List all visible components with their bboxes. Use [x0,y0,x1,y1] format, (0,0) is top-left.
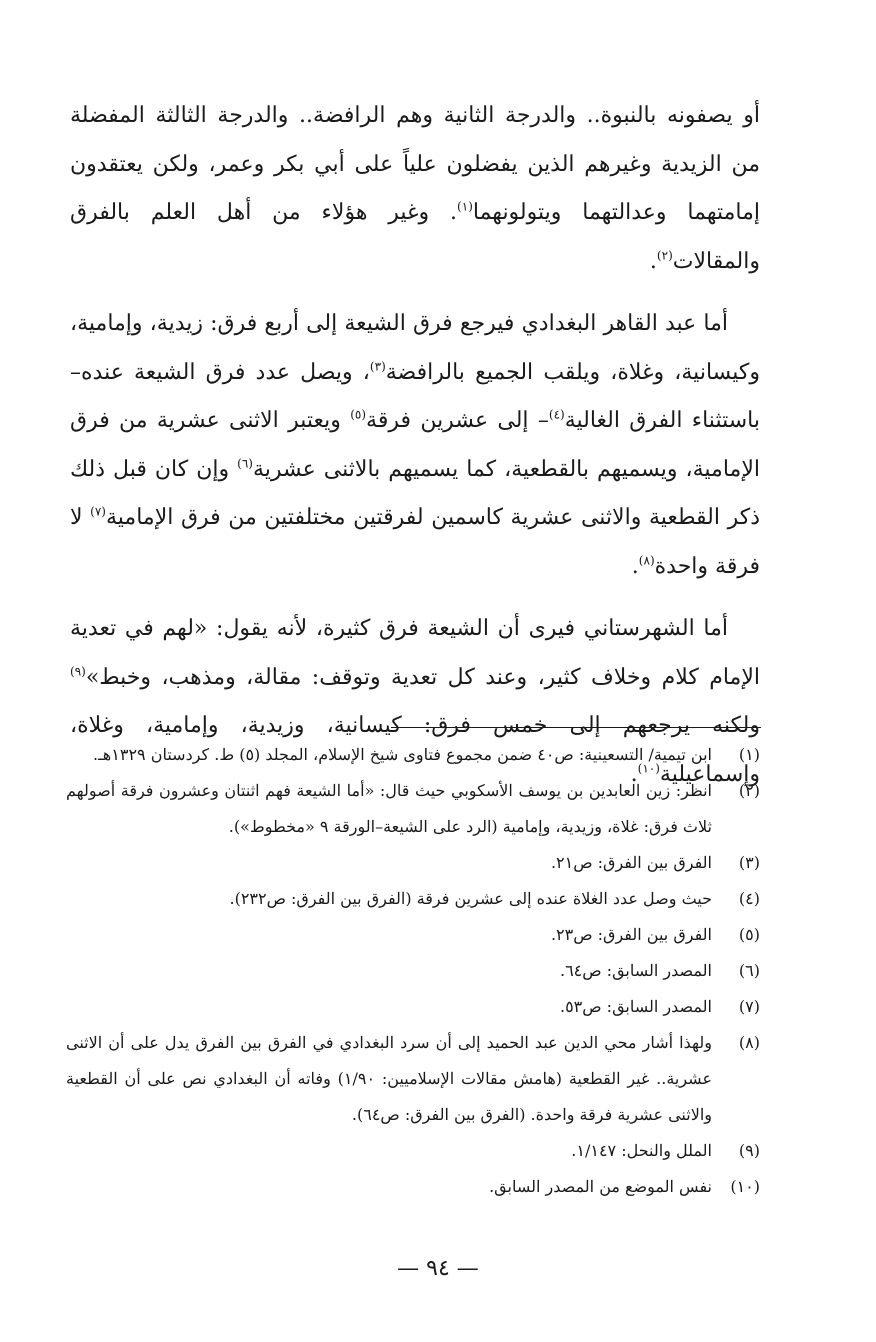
footnote [66,953,760,989]
footnote-text: الفرق بين الفرق: ص٢٣. [550,925,712,944]
footnote-ref-3[interactable]: (٣) [369,359,386,374]
footnote [66,845,760,881]
footnote-number: (١٠) [730,1177,760,1196]
paragraph-1-text-b: . وغير هؤلاء من أهل العلم بالفرق والمقالات [70,200,760,274]
footnote-ref-1[interactable]: (١) [457,199,473,214]
footnote-text: الفرق بين الفرق: ص٢١. [550,853,712,872]
footnote [66,1169,760,1205]
footnote-ref-8[interactable]: (٨) [638,553,655,568]
footnote-text: الملل والنحل: ١/١٤٧. [571,1141,712,1160]
paragraph-1-text-a: أو يصفونه بالنبوة.. والدرجة الثانية وهم الرافضة.. والدرجة الثالثة المفضلة من الزيدية وغيرهم الذين يفضلون علياً على أبي بكر وعمر، ولكن يعتقدون إمامتهما وعدالتهما ويتولونهما [70,103,760,225]
paragraph-3-text-c: . [630,761,638,787]
paragraph-1-text-c: . [649,248,657,274]
footnote-divider [391,727,761,728]
paragraph-2-text-e: وإن كان قبل ذلك ذكر القطعية والاثنى عشرية كاسمين لفرقتين مختلفتين من فرق الإمامية [70,456,760,530]
paragraph-2-text-f: لا فرقة واحدة [70,505,760,579]
footnote-number: (٣) [738,853,760,872]
footnote-number: (٦) [738,961,760,980]
footnote-number: (٨) [738,1033,760,1052]
paragraph-2-text-g: . [631,553,639,579]
footnote-ref-5[interactable]: (٥) [350,407,367,422]
footnote-text: المصدر السابق: ص٦٤. [559,961,712,980]
page-number: — ٩٤ — [397,1256,479,1281]
footnote-text: ولهذا أشار محي الدين عبد الحميد إلى أن سرد البغدادي في الفرق بين الفرق يدل على أن الاثنى عشرية.. غير القطعية (هامش مقالات الإسلاميين: ١/٩٠) وفاته أن البغدادي نص على أن القطعية والاثنى عشرية فرقة واحدة. (الفرق بين الفرق: ص٦٤). [66,1033,713,1124]
footnote-text: نفس الموضع من المصدر السابق. [489,1177,712,1196]
footnote-text: المصدر السابق: ص٥٣. [559,997,712,1016]
paragraph-1 [70,92,760,286]
paragraph-2-text-b: ، ويصل عدد فرق الشيعة عنده–باستثناء الفرق الغالية [70,359,760,433]
footnote-ref-4[interactable]: (٤) [548,407,565,422]
footnote-text: انظر: زين العابدين بن يوسف الأسكوبي حيث قال: «أما الشيعة فهم اثنتان وعشرون فرقة أصولهم ثلاث فرق: غلاة، وزيدية، وإمامية (الرد على الشيعة–الورقة ٩ «مخطوط»). [66,781,712,836]
footnote-text: حيث وصل عدد الغلاة عنده إلى عشرين فرقة (الفرق بين الفرق: ص٢٣٢). [229,889,712,908]
footnote [66,917,760,953]
footnote [66,773,760,845]
paragraph-3-text-a: أما الشهرستاني فيرى أن الشيعة فرق كثيرة، لأنه يقول: «لهم في تعدية الإمام كلام وخلاف كثير، وعند كل تعدية وتوقف: مقالة، ومذهب، وخبط» [70,616,760,690]
footnotes [66,737,760,1205]
footnote [66,989,760,1025]
footnote-ref-9[interactable]: (٩) [70,664,86,679]
paragraph-2-text-a: أما عبد القاهر البغدادي فيرجع فرق الشيعة إلى أربع فرق: زيدية، وإمامية، وكيسانية، وغلاة، ويلقب الجميع بالرافضة [70,311,761,385]
paragraph-2-text-c: – إلى عشرين فرقة [366,408,549,433]
paragraph-2 [70,300,760,591]
paragraph-3-text-b: ولكنه يرجعهم إلى خمس فرق: كيسانية، وزيدية، وإمامية، وغلاة، وإسماعيلية [70,713,760,787]
footnote-number: (٧) [738,997,760,1016]
main-text [70,92,760,799]
footnote-number: (٤) [738,889,760,908]
footnote [66,881,760,917]
footnote-ref-6[interactable]: (٦) [237,456,253,471]
footnote [66,1133,760,1169]
footnote-number: (٩) [738,1141,760,1160]
paragraph-2-text-d: ويعتبر الاثنى عشرية من فرق الإمامية، ويسميهم بالقطعية، كما يسميهم بالاثنى عشرية [70,408,760,482]
footnote-ref-2[interactable]: (٢) [656,248,673,263]
footnote [66,1025,760,1133]
footnote-text: ابن تيمية/ التسعينية: ص٤٠ ضمن مجموع فتاوى شيخ الإسلام، المجلد (٥) ط. كردستان ١٣٢٩هـ. [93,745,712,764]
footnote-number: (١) [738,745,760,764]
footnote-number: (٥) [738,925,760,944]
footnote-number: (٢) [738,781,760,800]
footnote-ref-7[interactable]: (٧) [90,504,106,519]
footnote-ref-10[interactable]: (١٠) [637,761,660,776]
